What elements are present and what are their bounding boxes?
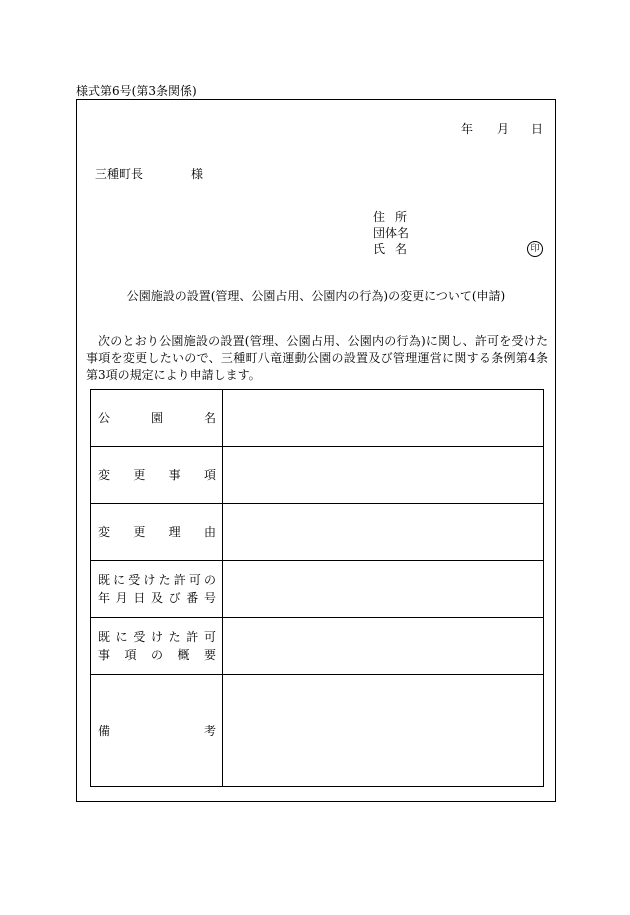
applicant-block bbox=[373, 209, 409, 257]
form-number-label: 様式第6号(第3条関係) bbox=[76, 84, 197, 98]
row-label-park-name bbox=[91, 390, 223, 447]
date-line bbox=[77, 120, 557, 136]
table-row-change-reason bbox=[91, 504, 544, 561]
label-line: 既 に 受 け た 許 可 の bbox=[98, 573, 216, 587]
label-line: 事 項 の 概 要 bbox=[98, 648, 216, 662]
application-statement: 次のとおり公園施設の設置(管理、公園占用、公園内の行為)に関し、許可を受けた事項を変更したいので、三種町八竜運動公園の設置及び管理運営に関する条例第4条第3項の規定により申請します。 bbox=[86, 334, 548, 382]
table-row-remarks bbox=[91, 675, 544, 787]
row-label-permit-summary bbox=[91, 618, 223, 675]
detail-table bbox=[90, 389, 544, 787]
day-label: 日 bbox=[531, 122, 544, 136]
table-row-permit-summary bbox=[91, 618, 544, 675]
table-row-park-name bbox=[91, 390, 544, 447]
label-line: 公 園 名 bbox=[98, 411, 216, 425]
label-line: 既 に 受 け た 許 可 bbox=[98, 630, 216, 644]
row-label-permit-date-number bbox=[91, 561, 223, 618]
row-label-change-reason bbox=[91, 504, 223, 561]
label-line: 備 考 bbox=[98, 723, 216, 738]
label-line: 変 更 事 項 bbox=[98, 468, 216, 482]
row-value-change-reason[interactable] bbox=[223, 504, 544, 561]
form-frame bbox=[76, 99, 556, 802]
table-row-permit-date-number bbox=[91, 561, 544, 618]
row-label-change-items bbox=[91, 447, 223, 504]
name-label: 氏 名 bbox=[373, 242, 407, 256]
addressee-suffix: 様 bbox=[191, 167, 204, 181]
seal-mark: 印 bbox=[527, 241, 543, 257]
row-value-permit-summary[interactable] bbox=[223, 618, 544, 675]
month-label: 月 bbox=[497, 122, 510, 136]
form-title: 公園施設の設置(管理、公園占用、公園内の行為)の変更について(申請) bbox=[126, 289, 506, 303]
group-name-label: 団体名 bbox=[373, 226, 410, 240]
addressee bbox=[95, 165, 204, 182]
label-line: 年 月 日 及 び 番 号 bbox=[98, 591, 216, 605]
row-value-permit-date-number[interactable] bbox=[223, 561, 544, 618]
row-label-remarks bbox=[91, 675, 223, 787]
row-value-park-name[interactable] bbox=[223, 390, 544, 447]
row-value-change-items[interactable] bbox=[223, 447, 544, 504]
addressee-name: 三種町長 bbox=[95, 167, 144, 181]
address-label: 住 所 bbox=[373, 210, 407, 224]
row-value-remarks[interactable] bbox=[223, 675, 544, 787]
label-line: 変 更 理 由 bbox=[98, 525, 216, 539]
year-label: 年 bbox=[461, 122, 474, 136]
table-row-change-items bbox=[91, 447, 544, 504]
